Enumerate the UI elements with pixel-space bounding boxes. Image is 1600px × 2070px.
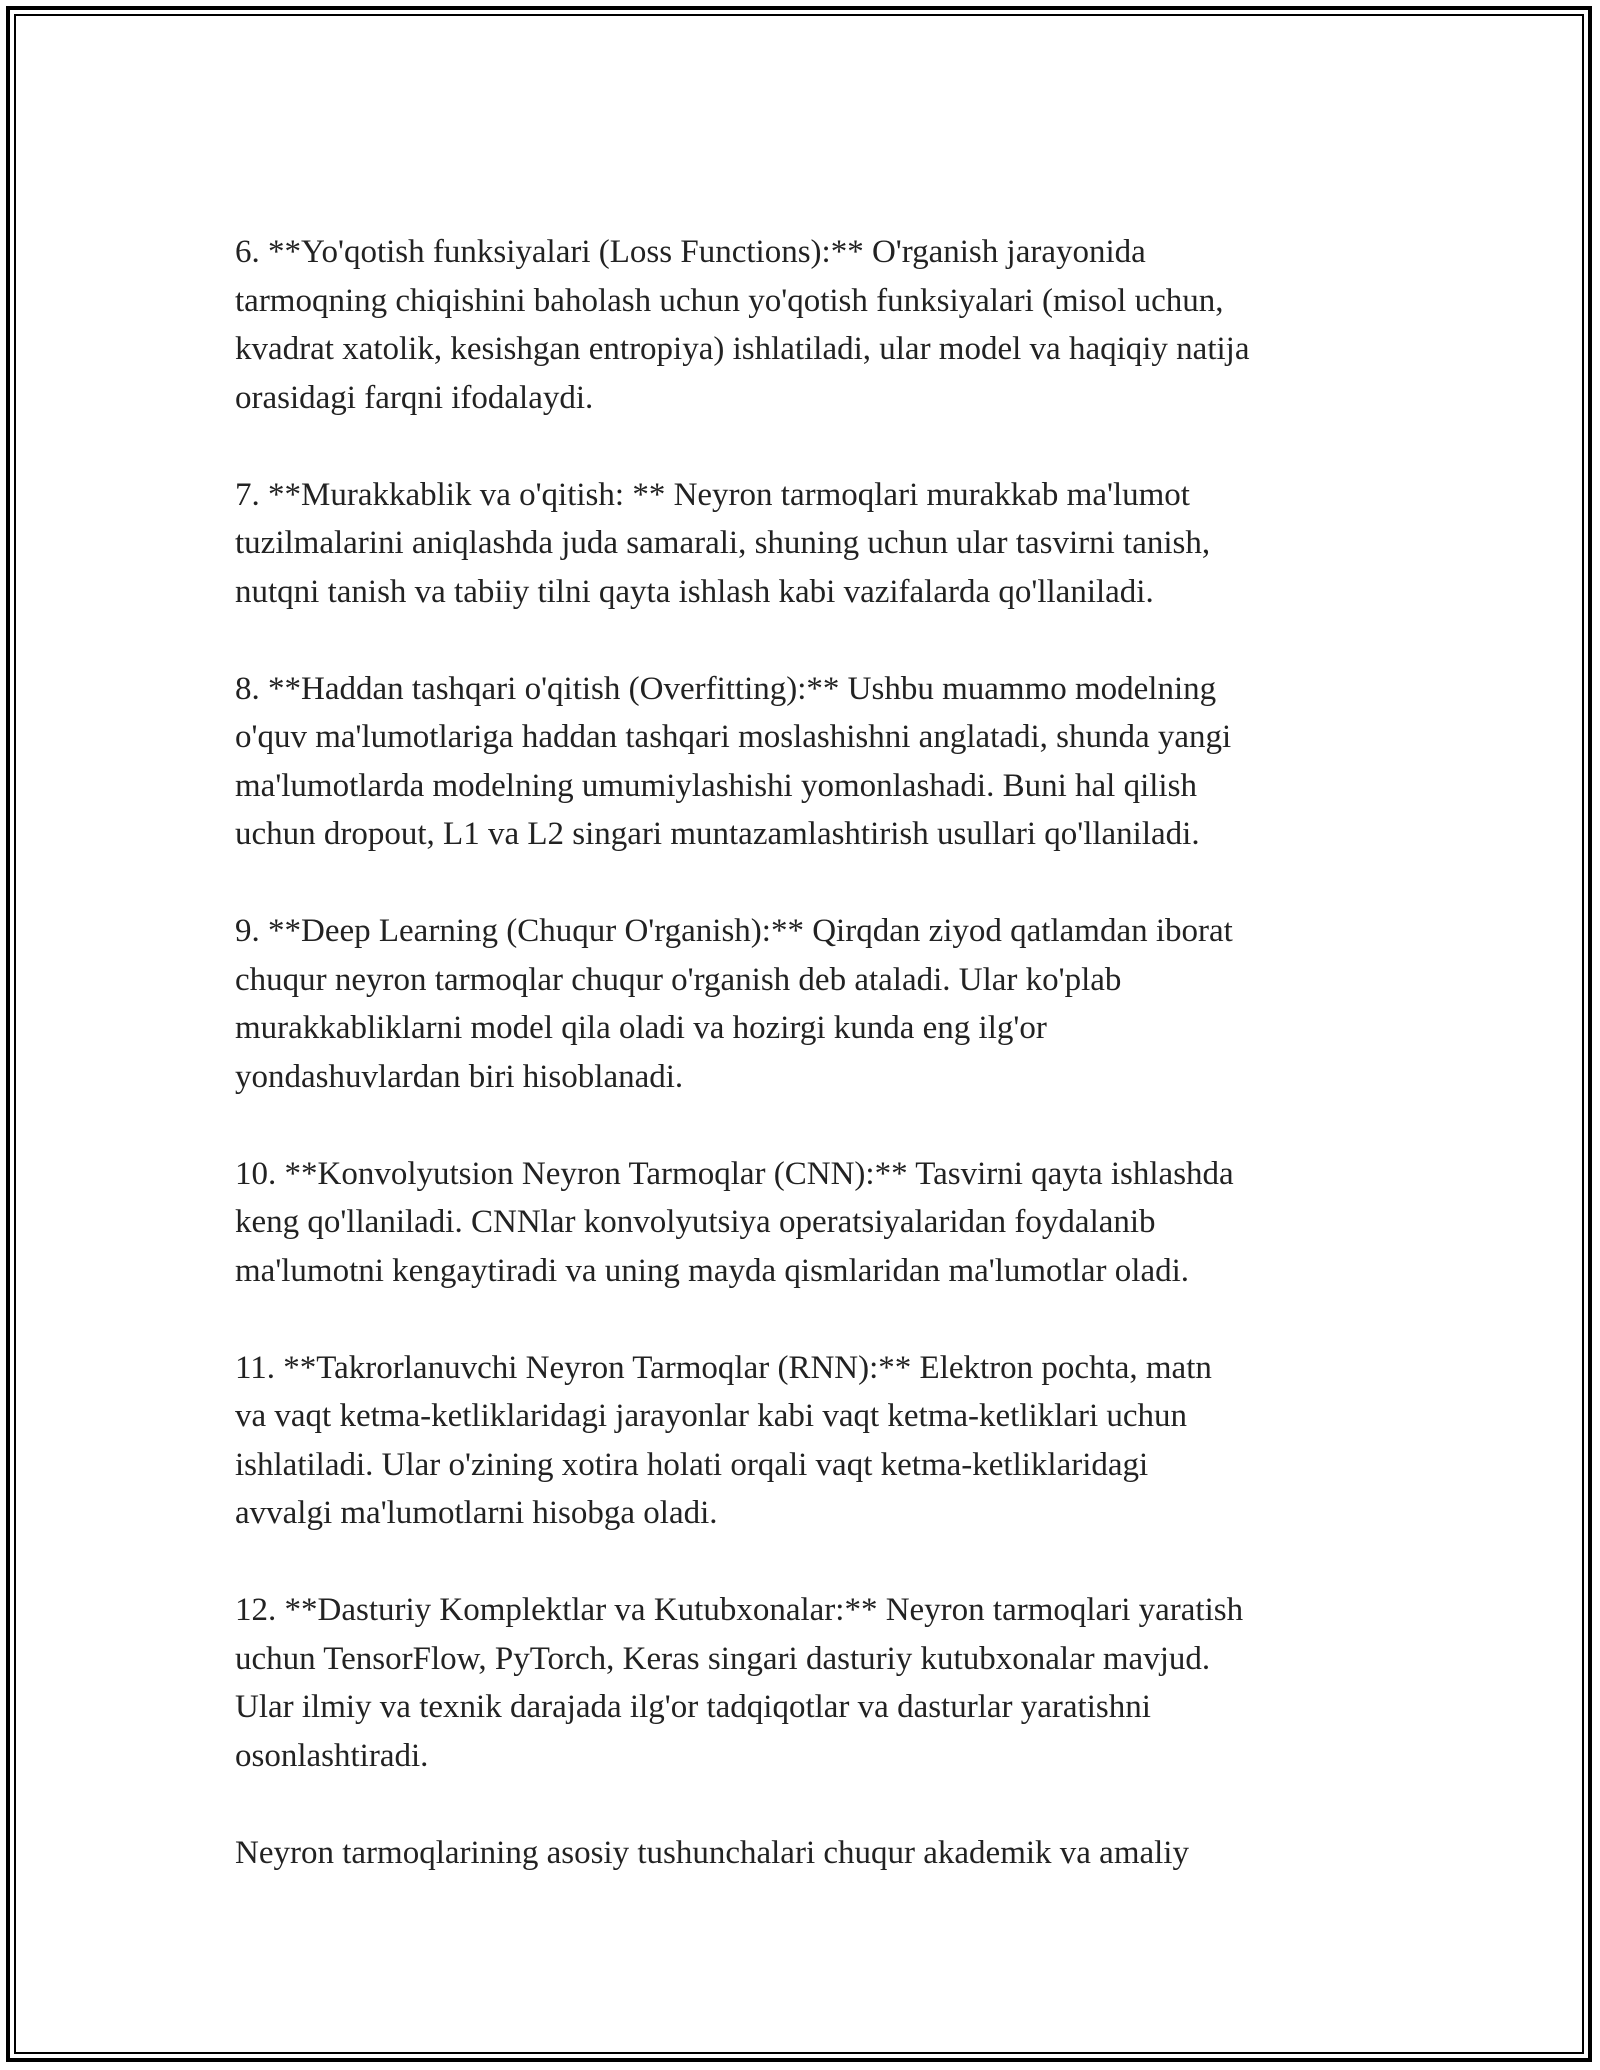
paragraph-rnn: 11. **Takrorlanuvchi Neyron Tarmoqlar (RNN):** Elektron pochta, matn va vaqt ketma-ketliklaridagi jarayonlar kabi vaqt ketma-ketliklari uchun ishlatiladi. Ular o'zining xotira holati orqali vaqt ketma-ketliklaridagi avvalgi ma'lumotlarni hisobga oladi. xyxy=(235,1349,1212,1531)
paragraph-software-libraries: 12. **Dasturiy Komplektlar va Kutubxonalar:** Neyron tarmoqlari yaratish uchun TensorFlow, PyTorch, Keras singari dasturiy kutubxonalar mavjud. Ular ilmiy va texnik darajada ilg'or tadqiqotlar va dasturlar yaratishni osonlashtiradi. xyxy=(235,1592,1244,1774)
paragraph-cnn: 10. **Konvolyutsion Neyron Tarmoqlar (CNN):** Tasvirni qayta ishlashda keng qo'llaniladi. CNNlar konvolyutsiya operatsiyalaridan foydalanib ma'lumotni kengaytiradi va uning mayda qismlaridan ma'lumotlar oladi. xyxy=(235,1155,1234,1289)
document-body xyxy=(235,228,1385,1926)
paragraph-conclusion: Neyron tarmoqlarining asosiy tushunchalari chuqur akademik va amaliy xyxy=(235,1834,1189,1871)
paragraph-complexity-training: 7. **Murakkablik va o'qitish: ** Neyron tarmoqlari murakkab ma'lumot tuzilmalarini aniqlashda juda samarali, shuning uchun ular tasvirni tanish, nutqni tanish va tabiiy tilni qayta ishlash kabi vazifalarda qo'llaniladi. xyxy=(235,476,1211,610)
paragraph-deep-learning: 9. **Deep Learning (Chuqur O'rganish):** Qirqdan ziyod qatlamdan iborat chuqur neyron tarmoqlar chuqur o'rganish deb ataladi. Ular ko'plab murakkabliklarni model qila oladi va hozirgi kunda eng ilg'or yondashuvlardan biri hisoblanadi. xyxy=(235,913,1233,1095)
paragraph-loss-functions: 6. **Yo'qotish funksiyalari (Loss Functions):** O'rganish jarayonida tarmoqning chiqishini baholash uchun yo'qotish funksiyalari (misol uchun, kvadrat xatolik, kesishgan entropiya) ishlatiladi, ular model va haqiqiy natija orasidagi farqni ifodalaydi. xyxy=(235,234,1250,416)
paragraph-overfitting: 8. **Haddan tashqari o'qitish (Overfitting):** Ushbu muammo modelning o'quv ma'lumotlariga haddan tashqari moslashishni anglatadi, shunda yangi ma'lumotlarda modelning umumiylashishi yomonlashadi. Buni hal qilish uchun dropout, L1 va L2 singari muntazamlashtirish usullari qo'llaniladi. xyxy=(235,670,1232,852)
